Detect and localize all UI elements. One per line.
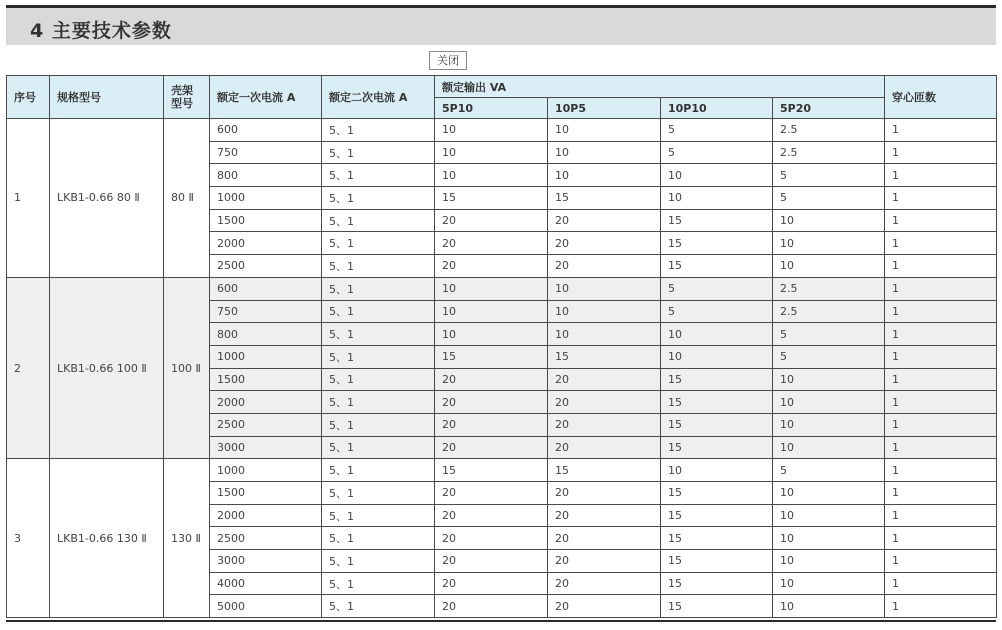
cell-5p20: 10 bbox=[773, 482, 885, 505]
cell-turns: 1 bbox=[885, 459, 997, 482]
cell-primary-current: 5000 bbox=[210, 595, 322, 618]
cell-10p10: 5 bbox=[661, 141, 773, 164]
cell-5p10: 20 bbox=[435, 572, 548, 595]
cell-5p20: 10 bbox=[773, 595, 885, 618]
cell-secondary-current: 5、1 bbox=[322, 550, 435, 573]
cell-5p10: 20 bbox=[435, 550, 548, 573]
close-button[interactable]: 关闭 bbox=[429, 51, 467, 70]
cell-5p20: 10 bbox=[773, 232, 885, 255]
cell-10p10: 15 bbox=[661, 527, 773, 550]
cell-primary-current: 600 bbox=[210, 119, 322, 142]
cell-model: LKB1-0.66 100 Ⅱ bbox=[50, 277, 164, 459]
header-primary-current: 额定一次电流 A bbox=[210, 76, 322, 119]
cell-turns: 1 bbox=[885, 368, 997, 391]
cell-10p5: 20 bbox=[548, 482, 661, 505]
header-shell-line2: 型号 bbox=[171, 97, 193, 110]
cell-secondary-current: 5、1 bbox=[322, 436, 435, 459]
cell-10p5: 15 bbox=[548, 459, 661, 482]
cell-5p20: 10 bbox=[773, 209, 885, 232]
bottom-rule bbox=[6, 620, 996, 622]
cell-10p5: 10 bbox=[548, 141, 661, 164]
section-title: 4 主要技术参数 bbox=[30, 20, 172, 42]
cell-5p10: 20 bbox=[435, 527, 548, 550]
cell-5p20: 10 bbox=[773, 527, 885, 550]
cell-5p10: 10 bbox=[435, 164, 548, 187]
cell-secondary-current: 5、1 bbox=[322, 300, 435, 323]
cell-5p10: 15 bbox=[435, 345, 548, 368]
header-model: 规格型号 bbox=[50, 76, 164, 119]
cell-5p10: 15 bbox=[435, 459, 548, 482]
cell-5p20: 10 bbox=[773, 413, 885, 436]
header-shell-line1: 壳架 bbox=[171, 84, 193, 97]
cell-10p5: 20 bbox=[548, 436, 661, 459]
cell-5p20: 5 bbox=[773, 459, 885, 482]
table-group-2 bbox=[7, 277, 997, 459]
cell-10p10: 10 bbox=[661, 164, 773, 187]
cell-5p10: 20 bbox=[435, 209, 548, 232]
header-turns: 穿心匝数 bbox=[885, 76, 997, 119]
cell-10p10: 15 bbox=[661, 482, 773, 505]
header-index: 序号 bbox=[7, 76, 50, 119]
cell-5p20: 2.5 bbox=[773, 141, 885, 164]
cell-5p20: 10 bbox=[773, 504, 885, 527]
cell-5p10: 10 bbox=[435, 277, 548, 300]
cell-10p10: 15 bbox=[661, 436, 773, 459]
table-group-1 bbox=[7, 119, 997, 278]
cell-5p10: 10 bbox=[435, 323, 548, 346]
cell-primary-current: 3000 bbox=[210, 436, 322, 459]
header-output-col: 5P10 bbox=[435, 98, 548, 119]
cell-10p10: 5 bbox=[661, 300, 773, 323]
cell-primary-current: 2500 bbox=[210, 527, 322, 550]
cell-5p10: 20 bbox=[435, 413, 548, 436]
cell-primary-current: 1500 bbox=[210, 368, 322, 391]
cell-10p10: 15 bbox=[661, 413, 773, 436]
cell-10p10: 5 bbox=[661, 119, 773, 142]
cell-10p10: 15 bbox=[661, 232, 773, 255]
cell-5p20: 5 bbox=[773, 345, 885, 368]
cell-turns: 1 bbox=[885, 141, 997, 164]
cell-10p5: 20 bbox=[548, 527, 661, 550]
cell-10p10: 15 bbox=[661, 368, 773, 391]
cell-secondary-current: 5、1 bbox=[322, 277, 435, 300]
cell-5p20: 2.5 bbox=[773, 277, 885, 300]
cell-secondary-current: 5、1 bbox=[322, 413, 435, 436]
cell-model: LKB1-0.66 130 Ⅱ bbox=[50, 459, 164, 618]
cell-secondary-current: 5、1 bbox=[322, 391, 435, 414]
cell-5p20: 10 bbox=[773, 572, 885, 595]
cell-10p10: 15 bbox=[661, 595, 773, 618]
cell-10p5: 20 bbox=[548, 413, 661, 436]
header-secondary-current: 额定二次电流 A bbox=[322, 76, 435, 119]
cell-10p5: 15 bbox=[548, 345, 661, 368]
cell-primary-current: 1000 bbox=[210, 187, 322, 210]
cell-10p5: 20 bbox=[548, 232, 661, 255]
cell-primary-current: 1500 bbox=[210, 209, 322, 232]
cell-primary-current: 750 bbox=[210, 141, 322, 164]
cell-turns: 1 bbox=[885, 504, 997, 527]
cell-5p10: 15 bbox=[435, 187, 548, 210]
cell-10p5: 10 bbox=[548, 323, 661, 346]
cell-5p20: 5 bbox=[773, 187, 885, 210]
cell-primary-current: 1500 bbox=[210, 482, 322, 505]
cell-10p5: 20 bbox=[548, 504, 661, 527]
cell-turns: 1 bbox=[885, 255, 997, 278]
cell-10p5: 20 bbox=[548, 595, 661, 618]
cell-secondary-current: 5、1 bbox=[322, 141, 435, 164]
cell-10p10: 15 bbox=[661, 255, 773, 278]
cell-secondary-current: 5、1 bbox=[322, 504, 435, 527]
table-row bbox=[7, 119, 997, 142]
cell-turns: 1 bbox=[885, 436, 997, 459]
header-output-col: 5P20 bbox=[773, 98, 885, 119]
cell-primary-current: 2000 bbox=[210, 232, 322, 255]
cell-secondary-current: 5、1 bbox=[322, 368, 435, 391]
cell-primary-current: 2500 bbox=[210, 255, 322, 278]
cell-secondary-current: 5、1 bbox=[322, 255, 435, 278]
table-row bbox=[7, 459, 997, 482]
cell-5p10: 20 bbox=[435, 391, 548, 414]
cell-turns: 1 bbox=[885, 209, 997, 232]
cell-10p10: 10 bbox=[661, 345, 773, 368]
cell-secondary-current: 5、1 bbox=[322, 459, 435, 482]
cell-shell: 80 Ⅱ bbox=[164, 119, 210, 278]
cell-secondary-current: 5、1 bbox=[322, 345, 435, 368]
cell-10p5: 10 bbox=[548, 277, 661, 300]
cell-secondary-current: 5、1 bbox=[322, 323, 435, 346]
cell-5p20: 10 bbox=[773, 550, 885, 573]
cell-turns: 1 bbox=[885, 413, 997, 436]
cell-5p20: 2.5 bbox=[773, 119, 885, 142]
cell-turns: 1 bbox=[885, 595, 997, 618]
cell-10p10: 10 bbox=[661, 187, 773, 210]
cell-turns: 1 bbox=[885, 300, 997, 323]
cell-primary-current: 4000 bbox=[210, 572, 322, 595]
cell-10p5: 10 bbox=[548, 119, 661, 142]
cell-5p20: 5 bbox=[773, 323, 885, 346]
cell-turns: 1 bbox=[885, 232, 997, 255]
cell-5p10: 20 bbox=[435, 595, 548, 618]
cell-turns: 1 bbox=[885, 391, 997, 414]
cell-turns: 1 bbox=[885, 323, 997, 346]
cell-5p10: 10 bbox=[435, 119, 548, 142]
cell-index: 3 bbox=[7, 459, 50, 618]
cell-10p10: 10 bbox=[661, 323, 773, 346]
cell-secondary-current: 5、1 bbox=[322, 232, 435, 255]
cell-5p20: 5 bbox=[773, 164, 885, 187]
cell-primary-current: 2500 bbox=[210, 413, 322, 436]
table-row bbox=[7, 277, 997, 300]
cell-5p10: 20 bbox=[435, 232, 548, 255]
cell-turns: 1 bbox=[885, 164, 997, 187]
cell-index: 2 bbox=[7, 277, 50, 459]
cell-turns: 1 bbox=[885, 527, 997, 550]
cell-10p10: 15 bbox=[661, 209, 773, 232]
cell-5p10: 20 bbox=[435, 504, 548, 527]
cell-primary-current: 600 bbox=[210, 277, 322, 300]
cell-5p20: 10 bbox=[773, 255, 885, 278]
cell-shell: 100 Ⅱ bbox=[164, 277, 210, 459]
table-group-3 bbox=[7, 459, 997, 618]
cell-primary-current: 1000 bbox=[210, 345, 322, 368]
header-rated-output: 额定输出 VA bbox=[435, 76, 885, 98]
cell-10p5: 10 bbox=[548, 164, 661, 187]
cell-10p5: 10 bbox=[548, 300, 661, 323]
cell-secondary-current: 5、1 bbox=[322, 164, 435, 187]
cell-10p5: 20 bbox=[548, 391, 661, 414]
cell-5p10: 20 bbox=[435, 436, 548, 459]
cell-10p10: 15 bbox=[661, 504, 773, 527]
cell-primary-current: 3000 bbox=[210, 550, 322, 573]
cell-turns: 1 bbox=[885, 345, 997, 368]
header-shell bbox=[164, 76, 210, 119]
cell-primary-current: 2000 bbox=[210, 391, 322, 414]
cell-secondary-current: 5、1 bbox=[322, 527, 435, 550]
cell-turns: 1 bbox=[885, 119, 997, 142]
cell-primary-current: 800 bbox=[210, 323, 322, 346]
section-header bbox=[6, 8, 996, 45]
cell-5p10: 10 bbox=[435, 300, 548, 323]
table-header bbox=[7, 76, 997, 119]
cell-10p10: 10 bbox=[661, 459, 773, 482]
cell-5p20: 10 bbox=[773, 436, 885, 459]
cell-10p5: 20 bbox=[548, 368, 661, 391]
cell-5p10: 20 bbox=[435, 368, 548, 391]
cell-10p10: 5 bbox=[661, 277, 773, 300]
cell-10p5: 20 bbox=[548, 572, 661, 595]
cell-10p5: 20 bbox=[548, 255, 661, 278]
cell-secondary-current: 5、1 bbox=[322, 209, 435, 232]
header-output-col: 10P5 bbox=[548, 98, 661, 119]
cell-primary-current: 800 bbox=[210, 164, 322, 187]
cell-turns: 1 bbox=[885, 482, 997, 505]
header-output-col: 10P10 bbox=[661, 98, 773, 119]
cell-5p10: 10 bbox=[435, 141, 548, 164]
cell-5p20: 10 bbox=[773, 391, 885, 414]
cell-model: LKB1-0.66 80 Ⅱ bbox=[50, 119, 164, 278]
cell-secondary-current: 5、1 bbox=[322, 187, 435, 210]
cell-index: 1 bbox=[7, 119, 50, 278]
spec-table bbox=[6, 75, 997, 618]
cell-10p10: 15 bbox=[661, 572, 773, 595]
cell-turns: 1 bbox=[885, 550, 997, 573]
cell-secondary-current: 5、1 bbox=[322, 595, 435, 618]
cell-primary-current: 750 bbox=[210, 300, 322, 323]
cell-10p10: 15 bbox=[661, 391, 773, 414]
cell-5p10: 20 bbox=[435, 482, 548, 505]
cell-5p20: 2.5 bbox=[773, 300, 885, 323]
cell-secondary-current: 5、1 bbox=[322, 482, 435, 505]
cell-10p5: 20 bbox=[548, 209, 661, 232]
cell-turns: 1 bbox=[885, 572, 997, 595]
cell-primary-current: 2000 bbox=[210, 504, 322, 527]
cell-turns: 1 bbox=[885, 277, 997, 300]
cell-secondary-current: 5、1 bbox=[322, 119, 435, 142]
cell-5p20: 10 bbox=[773, 368, 885, 391]
cell-primary-current: 1000 bbox=[210, 459, 322, 482]
cell-5p10: 20 bbox=[435, 255, 548, 278]
cell-turns: 1 bbox=[885, 187, 997, 210]
cell-secondary-current: 5、1 bbox=[322, 572, 435, 595]
cell-10p5: 15 bbox=[548, 187, 661, 210]
cell-10p10: 15 bbox=[661, 550, 773, 573]
cell-10p5: 20 bbox=[548, 550, 661, 573]
cell-shell: 130 Ⅱ bbox=[164, 459, 210, 618]
